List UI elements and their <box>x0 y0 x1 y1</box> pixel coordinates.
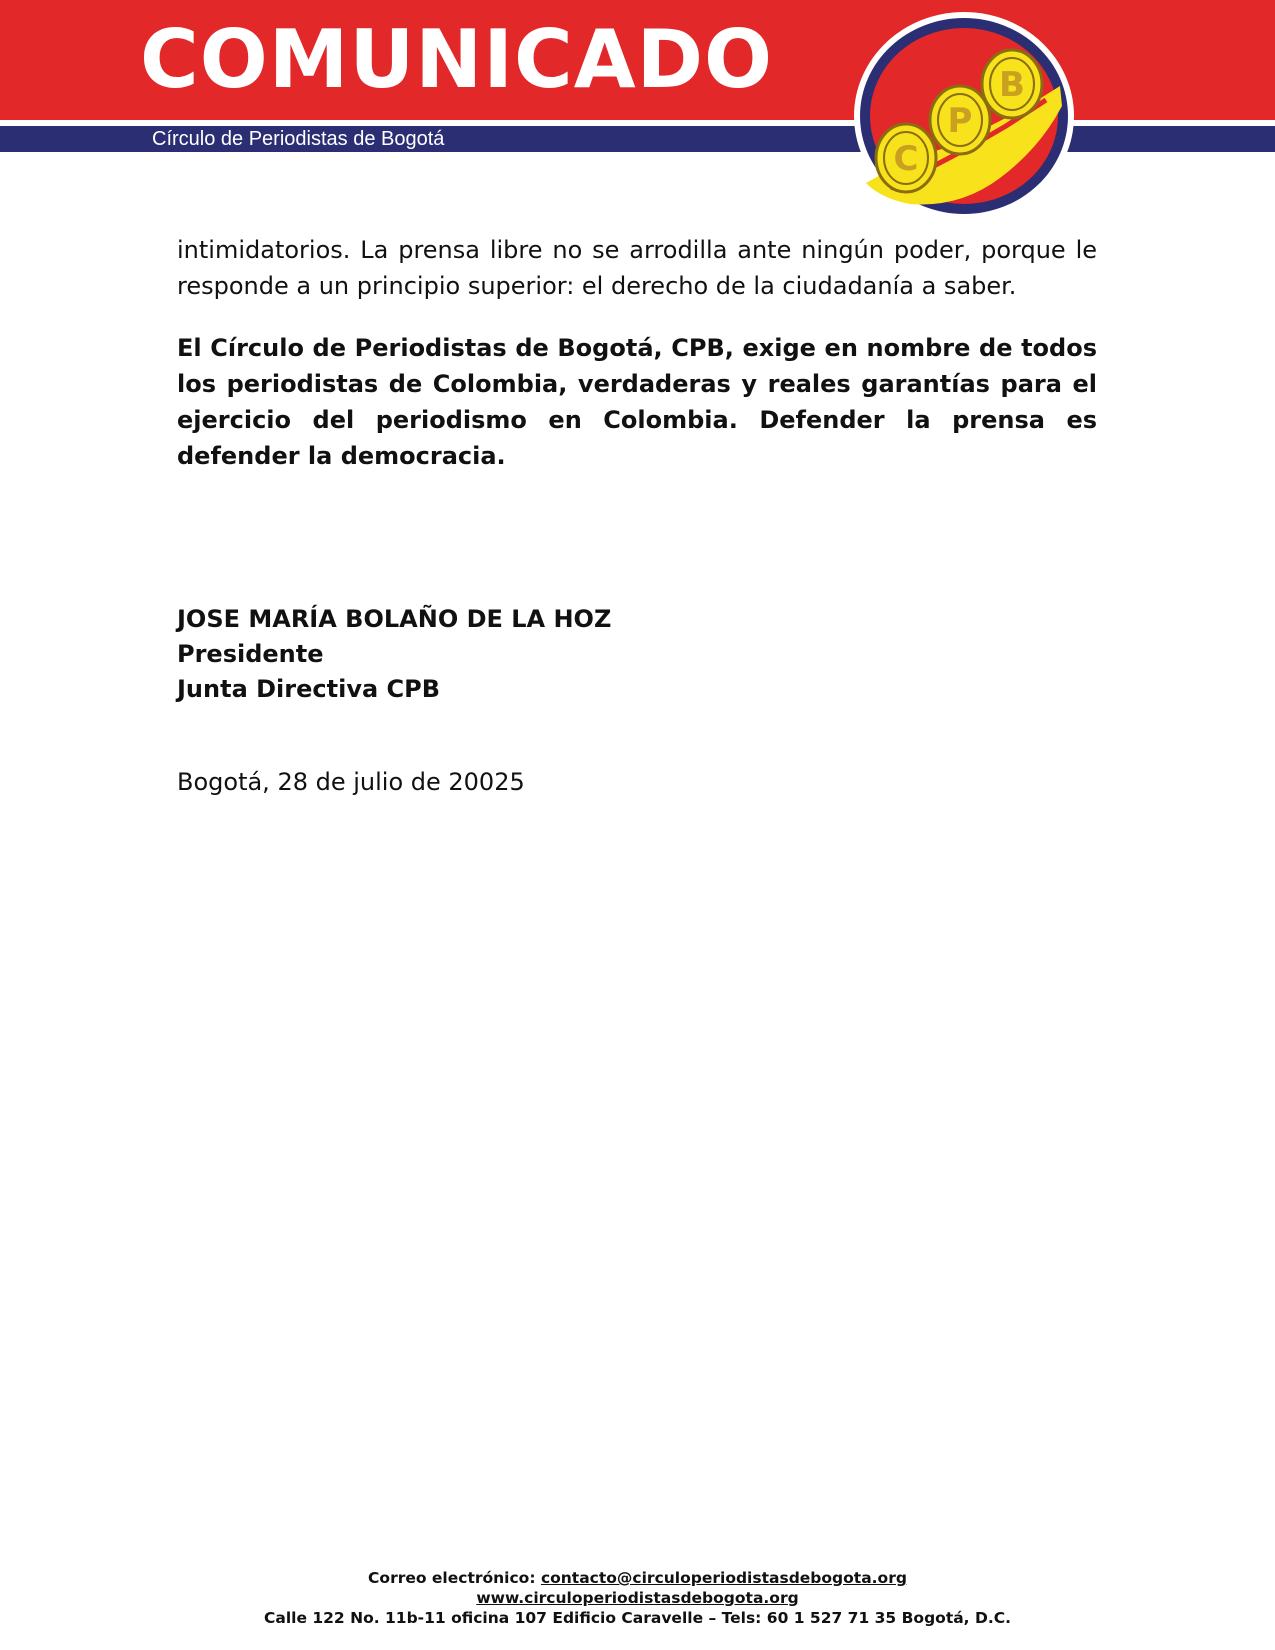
letterhead-header <box>0 0 1275 230</box>
footer-email-link[interactable]: contacto@circuloperiodistasdebogota.org <box>540 1569 907 1587</box>
body-paragraph-1: intimidatorios. La prensa libre no se arrodilla ante ningún poder, porque le responde a un principio superior: el derecho de la ciudadanía a saber. <box>177 236 1097 300</box>
logo-letter-p: P <box>947 101 973 141</box>
cpb-logo-icon <box>850 8 1078 224</box>
signatory-role: Presidente <box>177 640 324 668</box>
logo-letter-b: B <box>999 65 1025 105</box>
masthead-subtitle: Círculo de Periodistas de Bogotá <box>152 128 445 150</box>
footer-email-line <box>0 1568 1275 1588</box>
logo-letter-c: C <box>893 139 919 179</box>
letterhead-footer <box>0 1568 1275 1628</box>
document-date: Bogotá, 28 de julio de 20025 <box>177 768 525 796</box>
footer-website-line <box>0 1588 1275 1608</box>
signatory-name: JOSE MARÍA BOLAÑO DE LA HOZ <box>177 605 612 633</box>
masthead-title: COMUNICADO <box>140 13 774 106</box>
document-body <box>177 232 1097 500</box>
footer-address: Calle 122 No. 11b-11 oficina 107 Edificio Caravelle – Tels: 60 1 527 71 35 Bogotá, D.C. <box>263 1609 1011 1627</box>
signatory-organization: Junta Directiva CPB <box>177 675 441 703</box>
footer-website-link[interactable]: www.circuloperiodistasdebogota.org <box>476 1589 799 1607</box>
signature-block <box>177 602 611 707</box>
footer-email-label: Correo electrónico: <box>368 1569 541 1587</box>
body-paragraph-2: El Círculo de Periodistas de Bogotá, CPB, exige en nombre de todos los periodistas de Colombia, verdaderas y reales garantías para el ejercicio del periodismo en Colombia. Defender la prensa es defender la democracia. <box>177 334 1097 470</box>
